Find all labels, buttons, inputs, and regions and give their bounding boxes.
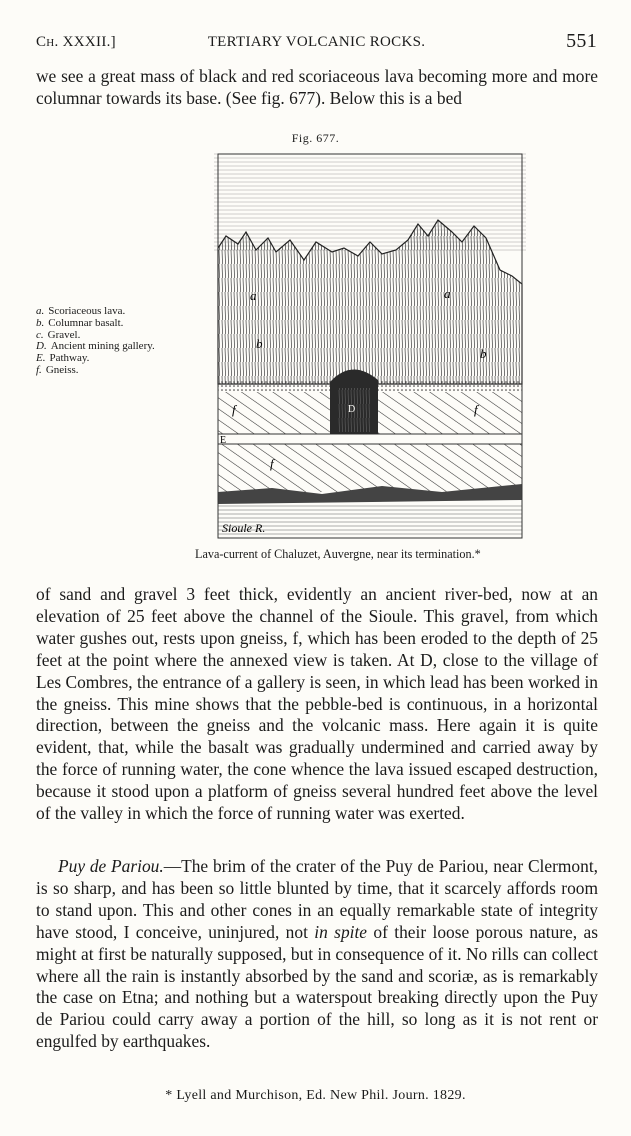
legend-key: c. [36,328,44,341]
emphasis-in-spite: in spite [314,921,368,942]
label-f-right: f [474,402,478,417]
figure-legend [36,306,155,377]
page-number: 551 [566,30,597,52]
figure-caption: Lava-current of Chaluzet, Auvergne, near its termination.* [195,547,481,561]
figure-number: Fig. 677. [291,131,340,145]
paragraph-3 [36,856,598,1053]
label-f-left: f [232,402,236,417]
legend-text: Scoriaceous lava. [48,305,126,317]
paragraph-1: we see a great mass of black and red scoriaceous lava becoming more and more columnar towards its base. (See fig. 677). Below this is a bed [36,66,598,108]
lava-mass [218,220,522,384]
label-b-right: b [480,346,487,361]
legend-key: f. [36,363,42,376]
paragraph-3-text-2: of their loose porous nature, as might at first be naturally supposed, but in consequence of it. No rills can collect where all the rain is instantly absorbed by the sand and scoriæ, as is remarkably the case on Etna; and nothing but a waterspout breaking directly upon the Puy de Pariou could carry away a portion of the hill, so long as it is not rent or engulfed by earthquakes. [36,921,598,1052]
em-dash: — [163,856,182,876]
legend-key: D. [36,340,47,353]
section-heading: Puy de Pariou. [58,856,164,876]
legend-text: Gneiss. [45,363,79,376]
legend-key: a. [36,305,45,317]
label-b-left: b [256,336,263,351]
label-river: Sioule R. [222,521,266,535]
gneiss-lower [218,444,522,492]
legend-text: Gravel. [47,328,81,341]
chapter-label: Ch. XXXII.] [36,34,116,50]
legend-text: Columnar basalt. [48,316,124,329]
legend-text: Pathway. [49,352,90,365]
paragraph-2: of sand and gravel 3 feet thick, evidently an ancient river-bed, now at an elevation of 25 feet above the channel of the Sioule. This gravel, from which water gushes out, rests upon gneiss, f, which has been eroded to the depth of 25 feet at the point where the annexed view is taken. At D, close to the village of Les Combres, the entrance of a gallery is seen, in which lead has been worked in the gneiss. This mine shows that the pebble-bed is continuous, in a horizontal direction, between the gneiss and the volcanic mass. Here again it is quite evident, that, while the basalt was gradually undermined and carried away by the force of running water, the cone whence the lava issued escaped destruction, because it stood upon a platform of gneiss several hundred feet above the level of the valley in which the force of running water was exerted. [36,584,598,824]
paragraph-3-text-1: The brim of the crater of the Puy de Pariou, near Clermont, is so sharp, and has been so little blunted by time, that it scarcely affords room to stand upon. This and other cones in an equally remarkable state of integrity have stood, I conceive, uninjured, not [36,856,598,942]
label-d: D [348,404,356,415]
legend-item [36,365,155,377]
label-a-left: a [250,288,257,303]
label-a-right: a [444,286,451,301]
running-title: TERTIARY VOLCANIC ROCKS. [207,34,426,50]
running-header [36,30,597,56]
pathway [218,434,522,444]
label-e: E [220,435,227,446]
legend-key: E. [36,352,46,365]
legend-text: Ancient mining gallery. [50,340,155,353]
legend-key: b. [36,316,45,329]
label-f-lower: f [270,456,274,471]
figure-engraving [212,152,528,542]
footnote: * Lyell and Murchison, Ed. New Phil. Journ. 1829. [165,1088,466,1103]
